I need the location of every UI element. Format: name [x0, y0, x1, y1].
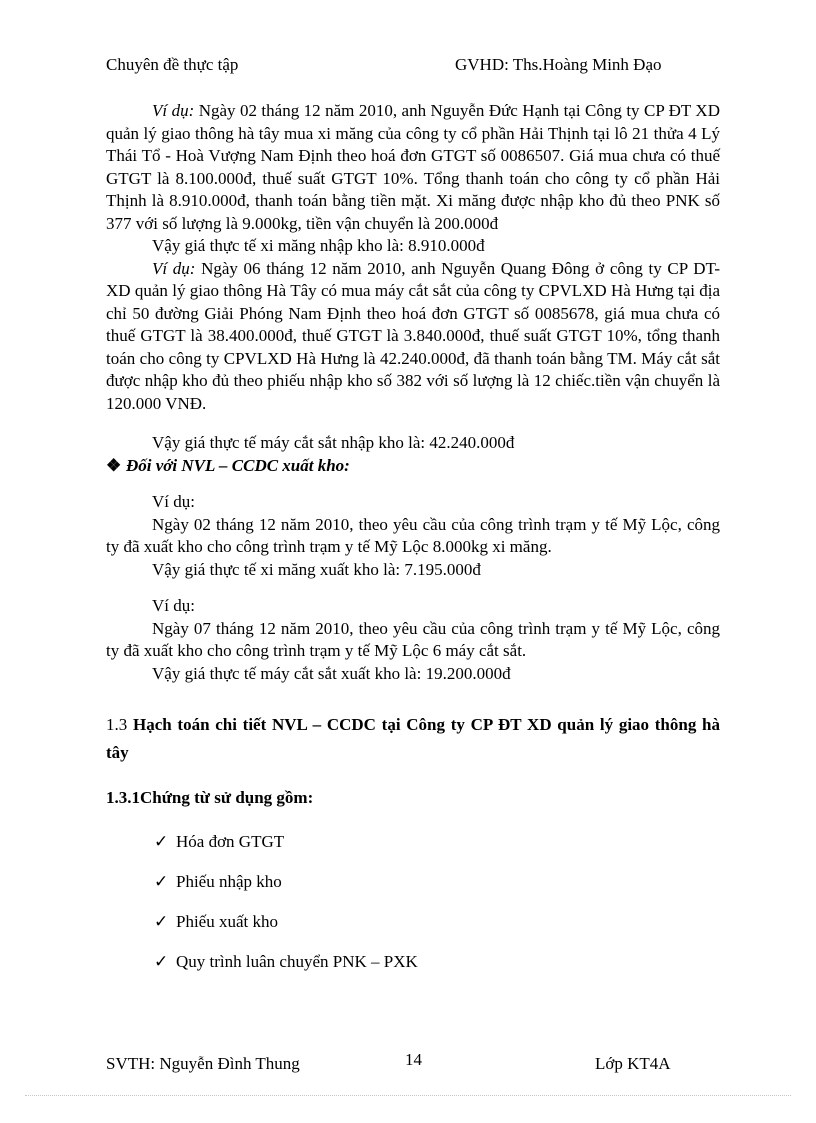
section-1-3-1-heading — [106, 787, 720, 810]
page-body — [106, 100, 720, 982]
page-bottom-border — [25, 1095, 791, 1096]
list-item-label: Phiếu xuất kho — [176, 911, 278, 931]
list-item — [106, 902, 720, 942]
example-2-result: Vậy giá thực tế máy cắt sắt nhập kho là: 42.240.000đ — [152, 433, 515, 452]
check-icon: ✓ — [154, 911, 169, 931]
check-icon: ✓ — [154, 831, 169, 851]
list-item-label: Quy trình luân chuyển PNK – PXK — [176, 951, 418, 971]
export-section-heading — [106, 455, 720, 478]
list-item — [106, 942, 720, 982]
example-1-paragraph — [106, 100, 720, 235]
page-number: 14 — [405, 1050, 422, 1069]
example-3-text: Ngày 02 tháng 12 năm 2010, theo yêu cầu của công trình trạm y tế Mỹ Lộc, công ty đã xuất kho cho công trình trạm y tế Mỹ Lộc 8.000kg xi măng. — [106, 514, 720, 556]
section-1-3-number: 1.3 — [106, 715, 128, 734]
example-4-result: Vậy giá thực tế máy cắt sắt xuất kho là: 19.200.000đ — [152, 663, 511, 683]
footer-left: SVTH: Nguyễn Đình Thung — [106, 1054, 300, 1073]
example-3-result: Vậy giá thực tế xi măng xuất kho là: 7.195.000đ — [152, 559, 481, 579]
check-icon: ✓ — [154, 871, 169, 891]
export-section-title: Đối với NVL – CCDC xuất kho: — [126, 455, 350, 475]
list-item-label: Hóa đơn GTGT — [176, 831, 285, 851]
diamond-bullet-icon: ❖ — [106, 455, 122, 475]
header-right: GVHD: Ths.Hoàng Minh Đạo — [455, 55, 662, 74]
example-2-label: Ví dụ: — [152, 258, 196, 278]
footer-right: Lớp KT4A — [595, 1054, 671, 1073]
list-item — [106, 822, 720, 862]
header-left: Chuyên đề thực tập — [106, 55, 239, 74]
example-2-paragraph — [106, 258, 720, 416]
example-3-label: Ví dụ: — [152, 492, 195, 511]
example-2-text: Ngày 06 tháng 12 năm 2010, anh Nguyễn Quang Đông ở công ty CP DT-XD quản lý giao thông Hà Tây có mua máy cắt sắt của công ty CPVLXD Hà Hưng tại địa chỉ 50 đường Giải Phóng Nam Định theo hoá đơn GTGT số 0085678, giá mua chưa có thuế GTGT là 38.400.000đ, thuế GTGT là 3.840.000đ, thuế suất GTGT 10%, tổng thanh toán cho công ty CPVLXD Hà Hưng là 42.240.000đ, đã thanh toán bằng TM. Máy cắt sắt được nhập kho đủ theo phiếu nhập kho số 382 với số lượng là 12 chiếc.tiền vận chuyển là 120.000 VNĐ. — [106, 258, 720, 413]
example-4-text: Ngày 07 tháng 12 năm 2010, theo yêu cầu của công trình trạm y tế Mỹ Lộc, công ty đã xuất kho cho công trình trạm y tế Mỹ Lộc 6 máy cắt sắt. — [106, 618, 720, 660]
document-list — [106, 822, 720, 982]
example-4-label: Ví dụ: — [152, 596, 195, 615]
section-1-3-title: Hạch toán chi tiết NVL – CCDC tại Công ty CP ĐT XD quản lý giao thông hà tây — [106, 715, 720, 762]
list-item-label: Phiếu nhập kho — [176, 871, 282, 891]
example-1-label: Ví dụ: — [152, 101, 195, 120]
check-icon: ✓ — [154, 951, 169, 971]
list-item — [106, 862, 720, 902]
example-1-result: Vậy giá thực tế xi măng nhập kho là: 8.910.000đ — [152, 236, 485, 255]
example-1-text: Ngày 02 tháng 12 năm 2010, anh Nguyễn Đức Hạnh tại Công ty CP ĐT XD quản lý giao thông hà tây mua xi măng của công ty cổ phần Hải Thịnh tại lô 21 thửa 4 Lý Thái Tổ - Hoà Vượng Nam Định theo hoá đơn GTGT số 0086507. Giá mua chưa có thuế GTGT là 8.100.000đ, thuế suất GTGT 10%. Tổng thanh toán cho công ty cổ phần Hải Thịnh là 8.910.000đ, thanh toán bằng tiền mặt. Xi măng được nhập kho đủ theo PNK số 377 với số lượng là 9.000kg, tiền vận chuyển là 200.000đ — [106, 101, 720, 233]
section-1-3-heading — [106, 711, 720, 767]
section-1-3-1-title: 1.3.1Chứng từ sử dụng gồm: — [106, 788, 314, 807]
